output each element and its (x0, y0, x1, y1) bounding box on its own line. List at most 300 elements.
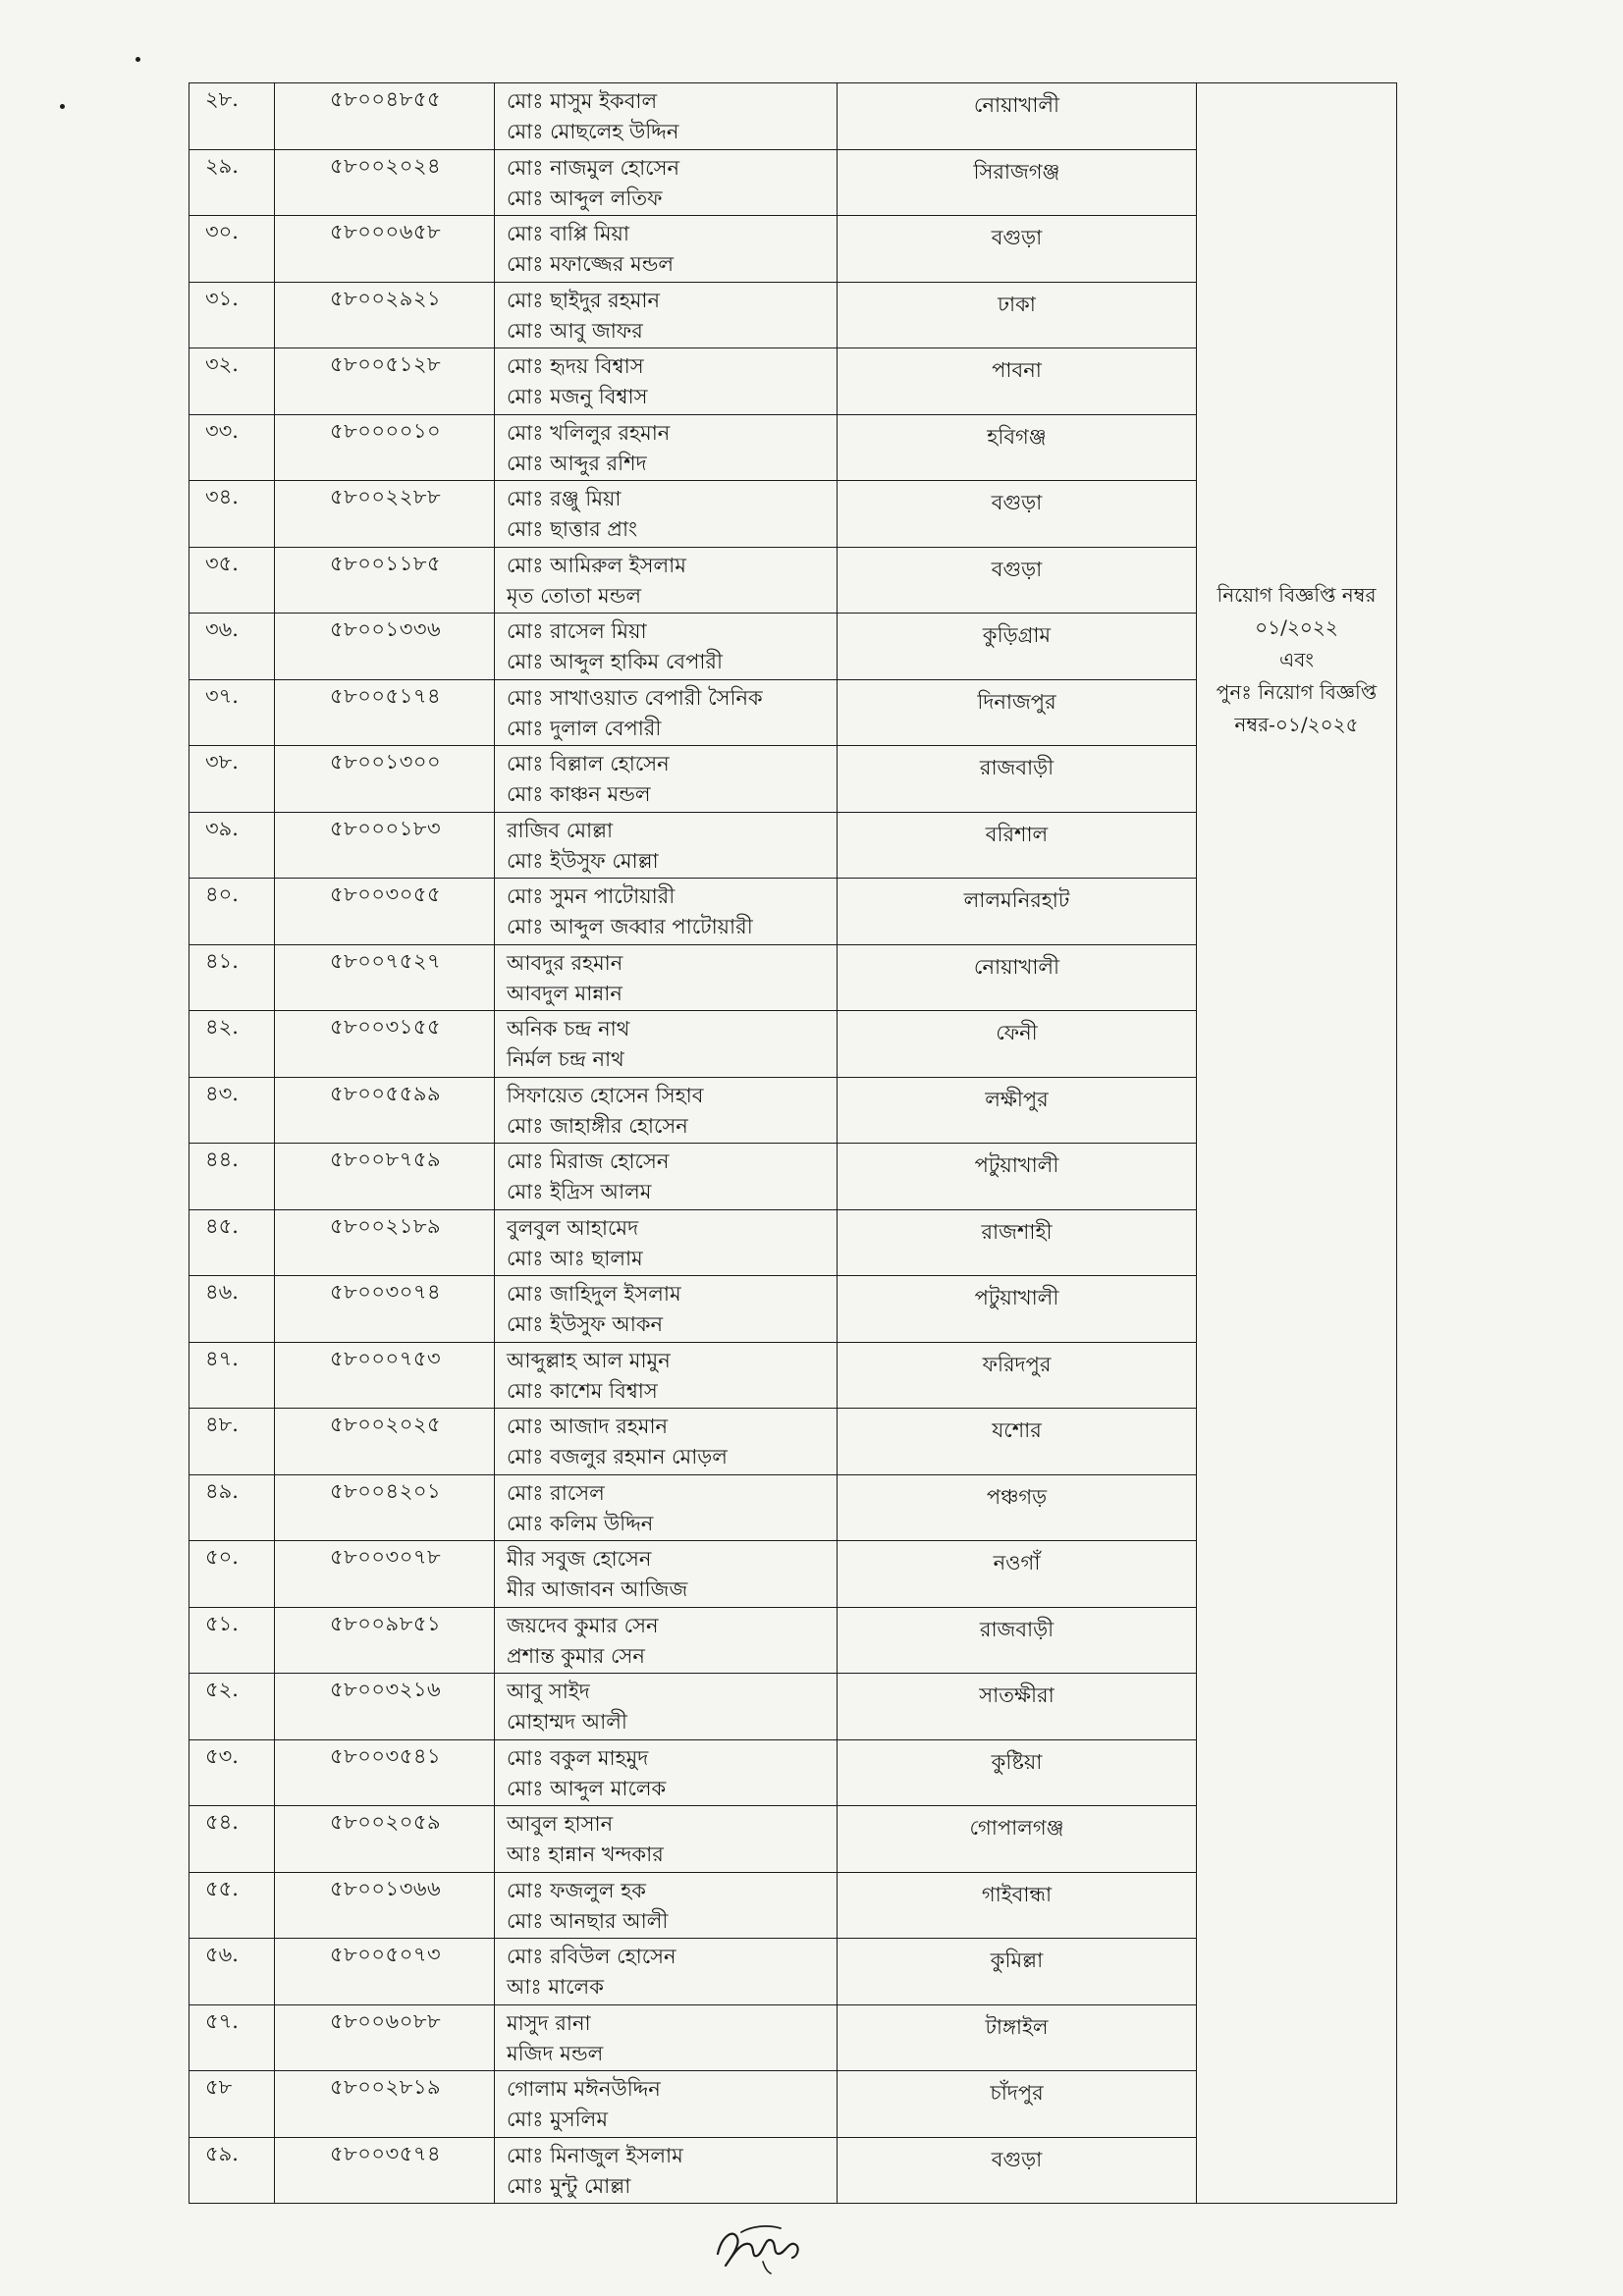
roll-number-cell (275, 614, 495, 680)
serial-number: ৩২. (205, 352, 239, 376)
name-block (495, 680, 837, 744)
name-block (495, 1475, 837, 1539)
father-name: মোঃ কাঞ্চন মন্ডল (507, 782, 651, 806)
serial-cell (189, 1872, 275, 1939)
roll-number: ৫৮০০১৩০০ (330, 750, 442, 774)
serial-number: ৫৪. (205, 1810, 239, 1834)
candidate-name: মোঃ আমিরুল ইসলাম (507, 553, 686, 577)
table-row (189, 2071, 1197, 2138)
table-row (189, 1607, 1197, 1674)
candidate-name: মোঃ ছাইদুর রহমান (507, 288, 661, 312)
serial-cell (189, 282, 275, 348)
name-block (495, 1078, 837, 1142)
district-cell (838, 746, 1197, 813)
father-name: আঃ মালেক (507, 1975, 604, 1999)
candidate-name: মীর সবুজ হোসেন (507, 1547, 652, 1571)
table-row (189, 1806, 1197, 1873)
serial-cell (189, 1276, 275, 1343)
roll-number: ৫৮০০৩১৫৫ (330, 1015, 442, 1039)
candidate-name: মোঃ বকুল মাহমুদ (507, 1745, 649, 1770)
name-cell (495, 614, 838, 680)
serial-cell (189, 1409, 275, 1475)
roll-number-cell (275, 679, 495, 746)
candidate-name: মোঃ ফজলুল হক (507, 1878, 646, 1902)
name-cell (495, 1409, 838, 1475)
table-row (189, 2137, 1197, 2204)
name-cell (495, 2071, 838, 2138)
roll-number-cell (275, 1409, 495, 1475)
candidate-name: মোঃ বাপ্পি মিয়া (507, 222, 629, 245)
serial-cell (189, 1342, 275, 1409)
candidate-name: গোলাম মঈনউদ্দিন (507, 2077, 661, 2101)
serial-number: ৫২. (205, 1678, 239, 1701)
father-name: মোঃ কাশেম বিশ্বাস (507, 1378, 658, 1403)
name-cell (495, 1939, 838, 2005)
father-name: মোঃ ইউসুফ মোল্লা (507, 848, 659, 873)
table-row (189, 1011, 1197, 1078)
serial-cell (189, 83, 275, 150)
roll-number-cell (275, 348, 495, 415)
district-cell (838, 1209, 1197, 1276)
district-cell (838, 1739, 1197, 1806)
serial-number: ৪৭. (205, 1346, 239, 1370)
name-block (495, 415, 837, 479)
notice-reference (1197, 579, 1396, 741)
name-cell (495, 1276, 838, 1343)
district-name: পাবনা (992, 358, 1042, 382)
serial-number: ৪৯. (205, 1478, 239, 1503)
serial-cell (189, 414, 275, 481)
roll-number: ৫৮০০২০২৫ (330, 1413, 442, 1436)
roll-number-cell (275, 1806, 495, 1873)
district-cell (838, 2004, 1197, 2071)
name-block (495, 348, 837, 412)
roll-number-cell (275, 414, 495, 481)
father-name: মৃত তোতা মন্ডল (507, 583, 642, 608)
notice-line: এবং (1279, 648, 1314, 671)
serial-number: ৪৬. (205, 1280, 239, 1304)
roll-number: ৫৮০০৫০৭৩ (330, 1943, 442, 1966)
roll-number: ৫৮০০৬০৮৮ (330, 2008, 442, 2033)
name-cell (495, 2004, 838, 2071)
serial-number: ৩৭. (205, 683, 239, 708)
father-name: মোঃ আব্দুল মালেক (507, 1776, 667, 1800)
serial-number: ৪৪. (205, 1148, 239, 1171)
serial-number: ৫০. (205, 1545, 239, 1569)
name-cell (495, 282, 838, 348)
name-block (495, 1873, 837, 1937)
district-cell (838, 1541, 1197, 1608)
roll-number: ৫৮০০৪৮৫৫ (330, 87, 442, 111)
roll-number: ৫৮০০৩০৭৪ (330, 1280, 442, 1304)
district-name: ফরিদপুর (982, 1352, 1052, 1376)
name-block (495, 879, 837, 942)
serial-cell (189, 1144, 275, 1210)
roll-number-cell (275, 83, 495, 150)
roll-number: ৫৮০০০৬৫৮ (330, 220, 442, 243)
notice-line: পুনঃ নিয়োগ বিজ্ঞপ্তি (1216, 680, 1378, 704)
name-cell (495, 481, 838, 548)
table-row (189, 1474, 1197, 1541)
table-row (189, 1739, 1197, 1806)
serial-number: ৩১. (205, 286, 239, 310)
district-cell (838, 812, 1197, 879)
name-block (495, 216, 837, 280)
candidate-name: আবুল হাসান (507, 1812, 614, 1836)
roll-number: ৫৮০০৫১২৮ (330, 352, 442, 376)
district-name: বরিশাল (985, 822, 1049, 846)
district-name: গাইবান্ধা (981, 1882, 1053, 1906)
father-name: মোঃ মুন্টু মোল্লা (507, 2173, 631, 2198)
name-cell (495, 746, 838, 813)
serial-number: ৩৯. (205, 816, 239, 840)
candidate-name: আব্দুল্লাহ আল মামুন (507, 1348, 671, 1372)
roll-number: ৫৮০০২০৫৯ (330, 1810, 442, 1834)
candidate-name: আবু সাইদ (507, 1680, 590, 1703)
roll-number-cell (275, 547, 495, 614)
serial-number: ৪১. (205, 948, 239, 973)
name-block (495, 1806, 837, 1870)
serial-cell (189, 1541, 275, 1608)
roll-number-cell (275, 1872, 495, 1939)
name-block (495, 1210, 837, 1274)
father-name: মোঃ আঃ ছালাম (507, 1246, 643, 1270)
district-name: নোয়াখালী (973, 93, 1060, 117)
district-name: পঞ্চগড় (986, 1484, 1048, 1509)
serial-cell (189, 944, 275, 1011)
father-name: মোঃ কলিম উদ্দিন (507, 1511, 654, 1535)
father-name: মোঃ আব্দুল লতিফ (507, 186, 663, 210)
name-cell (495, 149, 838, 216)
roll-number: ৫৮০০২৮১৯ (330, 2075, 442, 2099)
candidate-table-body (189, 83, 1197, 2204)
name-block (495, 945, 837, 1009)
roll-number-cell (275, 812, 495, 879)
table-row (189, 414, 1197, 481)
father-name: মোঃ জাহাঙ্গীর হোসেন (507, 1113, 688, 1138)
serial-number: ৩০. (205, 220, 239, 243)
district-name: দিনাজপুর (977, 689, 1056, 714)
roll-number-cell (275, 1541, 495, 1608)
table-row (189, 282, 1197, 348)
name-block (495, 614, 837, 677)
roll-number: ৫৮০০১৩৩৬ (330, 617, 442, 641)
district-cell (838, 679, 1197, 746)
table-row (189, 216, 1197, 283)
roll-number: ৫৮০০০৭৫৩ (330, 1346, 442, 1370)
district-name: যশোর (992, 1418, 1042, 1442)
serial-cell (189, 149, 275, 216)
candidate-name: মোঃ রঞ্জু মিয়া (507, 487, 622, 510)
roll-number: ৫৮০০৫৫৯৯ (330, 1081, 442, 1105)
name-block (495, 1276, 837, 1340)
table-row (189, 1674, 1197, 1740)
table-row (189, 481, 1197, 548)
district-name: সাতক্ষীরা (979, 1683, 1055, 1707)
name-cell (495, 547, 838, 614)
roll-number-cell (275, 746, 495, 813)
serial-cell (189, 348, 275, 415)
father-name: মোঃ মুসলিম (507, 2108, 608, 2131)
roll-number: ৫৮০০০০১০ (330, 418, 442, 443)
father-name: মোঃ মফাজ্জের মন্ডল (507, 252, 675, 276)
district-cell (838, 1939, 1197, 2005)
name-cell (495, 1806, 838, 1873)
table-row (189, 746, 1197, 813)
roll-number: ৫৮০০২০২৪ (330, 153, 442, 178)
roll-number: ৫৮০০৩০৫৫ (330, 882, 442, 906)
district-cell (838, 1474, 1197, 1541)
name-block (495, 813, 837, 877)
candidate-list-sheet (189, 82, 1397, 2204)
roll-number-cell (275, 1474, 495, 1541)
table-row (189, 1409, 1197, 1475)
name-block (495, 1343, 837, 1407)
father-name: মোঃ আব্দুর রশিদ (507, 451, 647, 475)
roll-number: ৫৮০০২৯২১ (330, 286, 442, 310)
candidate-name: মোঃ খলিলুর রহমান (507, 420, 671, 445)
roll-number-cell (275, 1011, 495, 1078)
father-name: মোঃ ইউসুফ আকন (507, 1312, 664, 1336)
roll-number: ৫৮০০৩০৭৮ (330, 1545, 442, 1569)
father-name: মোঃ ছাত্তার প্রাং (507, 517, 638, 541)
table-row (189, 812, 1197, 879)
name-block (495, 283, 837, 347)
serial-number: ৪২. (205, 1015, 239, 1039)
table-row (189, 1209, 1197, 1276)
table-row (189, 1077, 1197, 1144)
serial-number: ৪০. (205, 882, 239, 906)
roll-number-cell (275, 1077, 495, 1144)
father-name: মোহাম্মদ আলী (507, 1710, 627, 1734)
name-cell (495, 1077, 838, 1144)
district-cell (838, 216, 1197, 283)
serial-cell (189, 1939, 275, 2005)
district-name: লালমনিরহাট (963, 888, 1070, 912)
district-cell (838, 1276, 1197, 1343)
district-name: চাঁদপুর (990, 2081, 1044, 2105)
notice-line: নম্বর-০১/২০২৫ (1234, 713, 1359, 736)
district-cell (838, 149, 1197, 216)
district-name: রাজবাড়ী (979, 1617, 1055, 1641)
name-cell (495, 812, 838, 879)
name-cell (495, 348, 838, 415)
name-cell (495, 944, 838, 1011)
roll-number-cell (275, 1276, 495, 1343)
serial-number: ৫৭. (205, 2008, 239, 2033)
candidate-name: মোঃ সুমন পাটোয়ারী (507, 884, 676, 908)
roll-number: ৫৮০০০১৮৩ (330, 816, 442, 840)
serial-number: ৫৩. (205, 1743, 239, 1768)
father-name: মোঃ বজলুর রহমান মোড়ল (507, 1445, 728, 1468)
name-cell (495, 1541, 838, 1608)
serial-number: ৩৪. (205, 485, 239, 508)
district-name: কুষ্টিয়া (991, 1749, 1043, 1774)
candidate-name: মোঃ নাজমুল হোসেন (507, 155, 680, 180)
candidate-name: জয়দেব কুমার সেন (507, 1613, 659, 1637)
name-block (495, 746, 837, 810)
roll-number-cell (275, 1607, 495, 1674)
district-name: বগুড়া (991, 491, 1043, 514)
serial-number: ৫৬. (205, 1943, 239, 1966)
table-row (189, 2004, 1197, 2071)
father-name: নির্মল চন্দ্র নাথ (507, 1047, 624, 1071)
name-block (495, 481, 837, 545)
district-name: রাজবাড়ী (979, 756, 1055, 779)
table-row (189, 1342, 1197, 1409)
district-cell (838, 282, 1197, 348)
district-cell (838, 1011, 1197, 1078)
candidate-name: মাসুদ রানা (507, 2010, 591, 2035)
notice-column (1197, 82, 1397, 2204)
district-cell (838, 1872, 1197, 1939)
district-cell (838, 1409, 1197, 1475)
serial-cell (189, 547, 275, 614)
father-name: মজিদ মন্ডল (507, 2041, 604, 2065)
district-name: বগুড়া (991, 557, 1043, 581)
roll-number: ৫৮০০১৩৬৬ (330, 1876, 442, 1900)
father-name: মোঃ মজনু বিশ্বাস (507, 385, 648, 408)
father-name: মোঃ আবু জাফর (507, 318, 643, 343)
district-cell (838, 481, 1197, 548)
district-name: লক্ষীপুর (985, 1087, 1049, 1111)
serial-cell (189, 1806, 275, 1873)
serial-number: ৫৯. (205, 2141, 239, 2165)
roll-number-cell (275, 1674, 495, 1740)
district-name: কুমিল্লা (990, 1949, 1044, 1972)
father-name: প্রশান্ত কুমার সেন (507, 1643, 645, 1668)
roll-number-cell (275, 216, 495, 283)
roll-number: ৫৮০০২২৮৮ (330, 485, 442, 508)
roll-number: ৫৮০০৩৫৭৪ (330, 2141, 442, 2165)
district-cell (838, 1607, 1197, 1674)
name-cell (495, 83, 838, 150)
table-row (189, 83, 1197, 150)
father-name: মোঃ আনছার আলী (507, 1908, 669, 1933)
district-name: হবিগঞ্জ (987, 424, 1047, 449)
serial-number: ৫৫. (205, 1876, 239, 1900)
roll-number-cell (275, 149, 495, 216)
name-cell (495, 1739, 838, 1806)
serial-cell (189, 679, 275, 746)
notice-line: ০১/২০২২ (1255, 615, 1338, 639)
table-row (189, 944, 1197, 1011)
name-block (495, 1674, 837, 1737)
scan-mark (60, 104, 65, 109)
father-name: মোঃ দুলাল বেপারী (507, 716, 662, 740)
district-name: পটুয়াখালী (974, 1286, 1059, 1309)
serial-cell (189, 2071, 275, 2138)
scan-mark (135, 57, 140, 62)
name-cell (495, 2137, 838, 2204)
candidate-name: অনিক চন্দ্র নাথ (507, 1017, 630, 1041)
candidate-table (189, 82, 1197, 2204)
name-cell (495, 1144, 838, 1210)
serial-cell (189, 1209, 275, 1276)
district-cell (838, 414, 1197, 481)
table-row (189, 614, 1197, 680)
table-row (189, 348, 1197, 415)
name-cell (495, 1607, 838, 1674)
serial-cell (189, 1077, 275, 1144)
candidate-name: মোঃ হৃদয় বিশ্বাস (507, 354, 644, 378)
roll-number: ৫৮০০২১৮৯ (330, 1213, 442, 1238)
serial-number: ৫১. (205, 1611, 239, 1635)
candidate-name: মোঃ সাখাওয়াত বেপারী সৈনিক (507, 685, 763, 710)
district-cell (838, 547, 1197, 614)
serial-number: ৩৮. (205, 750, 239, 774)
roll-number-cell (275, 2071, 495, 2138)
table-row (189, 1872, 1197, 1939)
roll-number: ৫৮০০৮৭৫৯ (330, 1148, 442, 1171)
district-cell (838, 1674, 1197, 1740)
notice-line: নিয়োগ বিজ্ঞপ্তি নম্বর (1217, 583, 1377, 607)
district-cell (838, 1806, 1197, 1873)
serial-number: ২৯. (205, 153, 239, 178)
name-block (495, 548, 837, 612)
district-name: পটুয়াখালী (974, 1153, 1059, 1177)
district-cell (838, 1077, 1197, 1144)
name-block (495, 1939, 837, 2002)
roll-number-cell (275, 1209, 495, 1276)
table-row (189, 1144, 1197, 1210)
district-cell (838, 1144, 1197, 1210)
serial-number: ৪৫. (205, 1213, 239, 1238)
name-block (495, 83, 837, 147)
district-name: বগুড়া (991, 226, 1043, 249)
roll-number: ৫৮০০১১৮৫ (330, 551, 442, 575)
district-name: নোয়াখালী (973, 954, 1060, 979)
candidate-name: সিফায়েত হোসেন সিহাব (507, 1083, 704, 1107)
district-cell (838, 2137, 1197, 2204)
name-cell (495, 216, 838, 283)
candidate-name: বুলবুল আহামেদ (507, 1215, 639, 1240)
district-cell (838, 2071, 1197, 2138)
candidate-name: মোঃ রাসেল (507, 1480, 605, 1505)
name-block (495, 1740, 837, 1804)
district-cell (838, 1342, 1197, 1409)
name-cell (495, 679, 838, 746)
father-name: মোঃ আব্দুল জব্বার পাটোয়ারী (507, 915, 753, 938)
name-cell (495, 1872, 838, 1939)
serial-cell (189, 2137, 275, 2204)
candidate-name: রাজিব মোল্লা (507, 818, 614, 842)
father-name: মোঃ আব্দুল হাকিম বেপারী (507, 650, 723, 673)
district-name: ফেনী (996, 1021, 1038, 1044)
father-name: মোঃ ইদ্রিস আলম (507, 1180, 652, 1203)
district-name: কুড়িগ্রাম (982, 623, 1052, 647)
handwritten-signature (712, 2215, 806, 2279)
roll-number-cell (275, 2004, 495, 2071)
roll-number: ৫৮০০৭৫২৭ (330, 948, 442, 973)
candidate-name: আবদুর রহমান (507, 950, 623, 975)
name-cell (495, 414, 838, 481)
serial-cell (189, 614, 275, 680)
serial-cell (189, 1474, 275, 1541)
roll-number: ৫৮০০৪২০১ (330, 1478, 442, 1503)
serial-cell (189, 2004, 275, 2071)
candidate-name: মোঃ মিরাজ হোসেন (507, 1149, 670, 1173)
serial-cell (189, 1674, 275, 1740)
name-cell (495, 1209, 838, 1276)
district-cell (838, 879, 1197, 945)
name-cell (495, 1342, 838, 1409)
serial-number: ৪৩. (205, 1081, 239, 1105)
name-block (495, 2071, 837, 2135)
serial-cell (189, 481, 275, 548)
name-block (495, 1409, 837, 1472)
candidate-name: মোঃ জাহিদুল ইসলাম (507, 1282, 681, 1306)
